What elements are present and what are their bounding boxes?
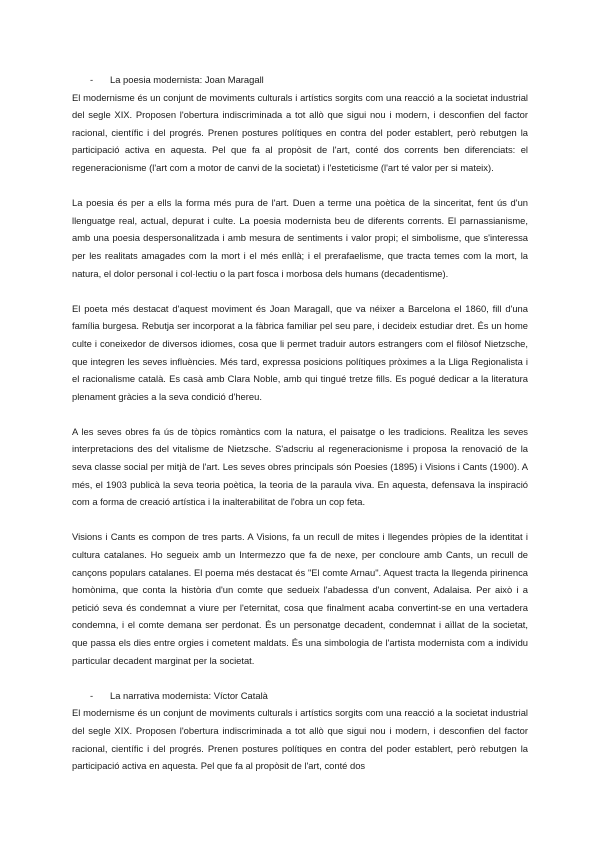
section-heading	[72, 71, 528, 89]
paragraph: El poeta més destacat d'aquest moviment és Joan Maragall, que va néixer a Barcelona el 1860, fill d'una família burgesa. Rebutja ser incorporat a la fàbrica familiar pel seu pare, i decideix estudiar dret. És un home culte i coneixedor de diversos idiomes, cosa que li permet traduir autors estrangers com el filòsof Nietzsche, que integren les seves influències. Més tard, expressa posicions polítiques pròximes a la Lliga Regionalista i el racionalisme català. Es casà amb Clara Noble, amb qui tingué tretze fills. Es pogué dedicar a la literatura plenament gràcies a la seva condició d'hereu.	[72, 302, 528, 402]
bullet-dash: -	[90, 689, 94, 701]
section-heading-text: La narrativa modernista: Víctor Català	[110, 689, 268, 701]
paragraph: El modernisme és un conjunt de moviments culturals i artístics sorgits com una reacció a la societat industrial del segle XIX. Proposen l'obertura indiscriminada a tot allò que sigui nou i modern, i desconfien del factor racional, científic i del progrés. Prenen postures polítiques en contra del poder establert, però rebutgen la participació activa en aquesta. Pel que fa al propòsit de l'art, conté dos corrents ben diferenciats: el regeneracionisme (l'art com a motor de canvi de la societat) i l'esteticisme (l'art té valor per si mateix).	[72, 91, 528, 173]
section-heading	[72, 687, 528, 705]
paragraph: La poesia és per a ells la forma més pura de l'art. Duen a terme una poètica de la sinceritat, fent ús d'un llenguatge real, actual, depurat i culte. La poesia modernista beu de diferents corrents. El parnassianisme, amb una poesia despersonalitzada i amb mesura de sentiments i valor propi; el simbolisme, que s'interessa per les realitats amagades com la mort i el més enllà; i el prerafaelisme, que tracta temes com la mort, la natura, el dolor personal i col·lectiu o la part fosca i morbosa dels humans (decadentisme).	[72, 197, 528, 279]
paragraph: A les seves obres fa ús de tòpics romàntics com la natura, el paisatge o les tradicions. Realitza les seves interpretacions des del vitalisme de Nietzsche. S'adscriu al regeneracionisme i proposa la renovació de la seva classe social per mitjà de l'art. Les seves obres principals són Poesies (1895) i Visions i Cants (1900). A més, el 1903 publicà la seva teoria poètica, la teoria de la paraula viva. En aquesta, defensava la inspiració com a forma de creació artística i la inalterabilitat de l'obra un cop feta.	[72, 425, 528, 508]
bullet-dash: -	[90, 74, 94, 85]
paragraph: Visions i Cants es compon de tres parts. A Visions, fa un recull de mites i llegendes pròpies de la identitat i cultura catalanes. Ho segueix amb un Intermezzo que fa de nexe, per concloure amb Cants, un recull de cançons populars catalanes. El poema més destacat és "El comte Arnau". Aquest tracta la llegenda pirinenca homònima, que conta la història d'un comte que sedueix l'abadessa d'un convent, Adalaisa. Per això i a petició seva és condemnat a viure per l'eternitat, cosa que finalment acaba convertint-se en una vertadera condemna, i el comte demana ser perdonat. És un personatge decadent, condemnat i aïllat de la societat, que passa els dies entre orgies i cometent maldats. És una simbologia de l'artista modernista com a individu particular decadent marginat per la societat.	[72, 531, 528, 666]
paragraph: El modernisme és un conjunt de moviments culturals i artístics sorgits com una reacció a la societat industrial del segle XIX. Proposen l'obertura indiscriminada a tot allò que sigui nou i modern, i desconfien del factor racional, científic i del progrés. Prenen postures polítiques en contra del poder establert, però rebutgen la participació activa en aquesta. Pel que fa al propòsit de l'art, conté dos	[72, 707, 528, 772]
section-heading-text: La poesia modernista: Joan Maragall	[110, 74, 264, 85]
